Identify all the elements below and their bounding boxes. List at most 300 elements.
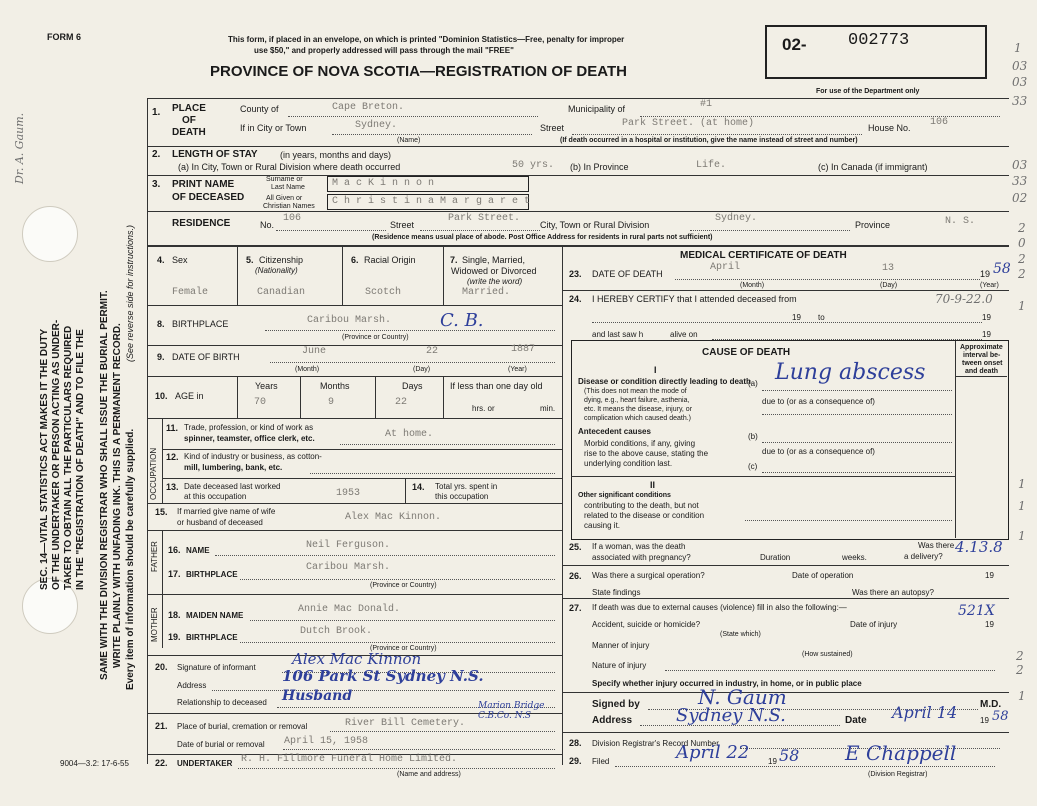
roman-two: II bbox=[650, 480, 656, 490]
md-label: M.D. bbox=[980, 699, 1002, 710]
burial-place-label: Place of burial, cremation or removal bbox=[177, 722, 308, 731]
q21-number: 21. bbox=[155, 721, 168, 731]
hrs-label: hrs. or bbox=[472, 404, 495, 413]
days-label: Days bbox=[402, 381, 423, 391]
state-which-caption: (State which) bbox=[720, 631, 761, 638]
burial-date-label: Date of burial or removal bbox=[177, 740, 265, 749]
q6-label: Racial Origin bbox=[364, 255, 416, 265]
undertaker-value: R. H. Fillmore Funeral Home Limited. bbox=[241, 754, 458, 765]
antecedent-line3: rise to the above cause, stating the bbox=[584, 449, 709, 458]
divider bbox=[147, 146, 1009, 147]
sidebar-line: OF THE UNDERTAKER OR PERSON ACTING AS UNDER- bbox=[51, 319, 62, 590]
certificate-date: April 14 bbox=[892, 703, 958, 722]
injury-19: 19 bbox=[985, 620, 994, 629]
registration-prefix: 02- bbox=[782, 35, 807, 54]
interval-label-3: tween onset bbox=[962, 360, 1003, 367]
min-label: min. bbox=[540, 404, 556, 413]
death-year: 58 bbox=[993, 261, 1011, 277]
age-years: 70 bbox=[254, 397, 267, 408]
hospital-note: (If death occurred in a hospital or institution, give the name instead of street and number) bbox=[560, 137, 858, 144]
burial-place-typed: River Bill Cemetery. bbox=[345, 718, 466, 729]
occupation-side-label: OCCUPATION bbox=[149, 447, 158, 500]
registrar-signature: E Chappell bbox=[845, 741, 957, 765]
racial-origin-value: Scotch bbox=[365, 287, 402, 298]
attended-19: 19 bbox=[792, 313, 801, 322]
spouse-value: Alex Mac Kinnon. bbox=[345, 512, 442, 523]
q9-label: DATE OF BIRTH bbox=[172, 352, 240, 362]
death-year-caption: (Year) bbox=[980, 282, 999, 289]
form-top-border bbox=[147, 98, 1009, 99]
mother-name: Annie Mac Donald. bbox=[298, 604, 401, 615]
q7-number: 7. bbox=[450, 255, 458, 265]
cause-c-label: (c) bbox=[748, 462, 758, 471]
operation-date-label: Date of operation bbox=[792, 571, 854, 580]
months-label: Months bbox=[320, 381, 350, 391]
q2a-label: (a) In City, Town or Rural Division where death occurred bbox=[178, 162, 401, 172]
surname-label: Surname or bbox=[266, 176, 303, 183]
antecedent-line4: underlying condition last. bbox=[584, 459, 673, 468]
divider bbox=[147, 211, 1009, 212]
cause-a-line bbox=[762, 390, 952, 391]
sidebar-line: WRITE PLAINLY WITH UNFADING INK. THIS IS A PERMANENT RECORD. bbox=[112, 323, 123, 668]
q13-line2: at this occupation bbox=[184, 492, 247, 501]
margin-code: 33 bbox=[1012, 94, 1028, 108]
q18-number: 18. bbox=[168, 610, 181, 620]
cause-a-value: Lung abscess bbox=[775, 360, 926, 385]
residence-street-label: Street bbox=[390, 220, 415, 230]
q13-line1: Date deceased last worked bbox=[184, 482, 281, 491]
margin-code: 1 bbox=[1018, 529, 1026, 543]
birthplace-caption: (Province or Country) bbox=[342, 334, 409, 341]
interval-label-1: Approximate bbox=[960, 344, 1003, 351]
street-value: Park Street. (at home) bbox=[622, 118, 755, 129]
q15-line2: or husband of deceased bbox=[177, 518, 263, 527]
dob-year: 1887 bbox=[511, 344, 536, 355]
disease-line5: complication which caused death.) bbox=[584, 415, 692, 422]
disease-line2: (This does not mean the mode of bbox=[584, 388, 687, 395]
father-bp-caption: (Province or Country) bbox=[370, 582, 437, 589]
last-saw-label: and last saw h bbox=[592, 330, 644, 339]
footer-code: 9004—3.2: 17-6-55 bbox=[60, 759, 129, 768]
q13-number: 13. bbox=[166, 482, 179, 492]
cause-a-label: (a) bbox=[748, 379, 758, 388]
nature-label: Nature of injury bbox=[592, 661, 647, 670]
q11-value: At home. bbox=[385, 429, 434, 440]
sidebar-line: TAKER TO OBTAIN ALL THE PARTICULARS REQUIRED bbox=[63, 325, 74, 590]
mother-birthplace: Dutch Brook. bbox=[300, 626, 373, 637]
residence-note: (Residence means usual place of abode. Post Office Address for residents in rural parts not sufficient) bbox=[372, 234, 713, 241]
father-name: Neil Ferguson. bbox=[306, 540, 391, 551]
occupation-side-divider bbox=[162, 418, 163, 503]
divider bbox=[147, 503, 562, 504]
registration-number: 002773 bbox=[848, 31, 910, 50]
attended-line bbox=[592, 322, 982, 323]
burial-date-line bbox=[283, 749, 555, 750]
q7-label1: Single, Married, bbox=[462, 255, 526, 265]
dob-day: 22 bbox=[426, 346, 439, 357]
other-line bbox=[745, 520, 952, 521]
margin-code: 2 bbox=[1018, 267, 1026, 281]
delivery-label2: a delivery? bbox=[904, 552, 943, 561]
age-days: 22 bbox=[395, 397, 408, 408]
q16-number: 16. bbox=[168, 545, 181, 555]
q12-number: 12. bbox=[166, 452, 179, 462]
age-months: 9 bbox=[328, 397, 335, 408]
margin-code: 2 bbox=[1016, 649, 1024, 663]
death-day-caption: (Day) bbox=[880, 282, 898, 289]
margin-code: 1 bbox=[1018, 477, 1026, 491]
less-day-label: If less than one day old bbox=[450, 381, 543, 391]
margin-code: 02 bbox=[1012, 191, 1028, 205]
q13-value: 1953 bbox=[336, 488, 361, 499]
q27-number: 27. bbox=[569, 603, 582, 613]
margin-code: 1 bbox=[1018, 689, 1026, 703]
house-label: House No. bbox=[868, 123, 911, 133]
q11-line bbox=[340, 444, 555, 445]
where-label: Specify whether injury occurred in industry, in home, or in public place bbox=[592, 679, 862, 688]
citizenship-value: Canadian bbox=[257, 287, 306, 298]
year-caption: (Year) bbox=[508, 366, 527, 373]
residence-street-line bbox=[420, 230, 540, 231]
q17-label: BIRTHPLACE bbox=[186, 570, 238, 579]
mother-side-label: MOTHER bbox=[150, 607, 159, 642]
divider bbox=[147, 418, 562, 419]
registrar-caption: (Division Registrar) bbox=[868, 771, 928, 778]
parent-side-divider bbox=[162, 530, 163, 648]
interval-column-divider bbox=[955, 341, 956, 538]
delivery-label1: Was there bbox=[918, 541, 955, 550]
margin-code: 33 bbox=[1012, 174, 1028, 188]
q11-number: 11. bbox=[166, 423, 179, 433]
q12-line1: Kind of industry or business, as cotton- bbox=[184, 452, 322, 461]
q11-line2: spinner, teamster, office clerk, etc. bbox=[184, 434, 315, 443]
father-bp-line bbox=[240, 579, 555, 580]
divider bbox=[562, 290, 1009, 291]
mail-notice-line2: use $50," and properly addressed will pass through the mail "FREE" bbox=[254, 46, 514, 55]
residence-no-value: 106 bbox=[283, 213, 302, 224]
residence-street-value: Park Street. bbox=[448, 213, 521, 224]
weeks-label: weeks. bbox=[842, 553, 867, 562]
q11-line1: Trade, profession, or kind of work as bbox=[184, 423, 314, 432]
q25-line2: associated with pregnancy? bbox=[592, 553, 691, 562]
burial-date: April 15, 1958 bbox=[284, 736, 369, 747]
signed-by-label: Signed by bbox=[592, 699, 640, 710]
q2-number: 2. bbox=[152, 149, 161, 160]
q2-label: LENGTH OF STAY bbox=[172, 149, 258, 160]
divider bbox=[162, 478, 562, 479]
q3-number: 3. bbox=[152, 179, 161, 190]
physician-address-label: Address bbox=[592, 715, 633, 726]
grid-line bbox=[342, 245, 343, 305]
surname-label2: Last Name bbox=[271, 184, 305, 191]
other-line1: Other significant conditions bbox=[578, 492, 671, 499]
margin-code: 0 bbox=[1018, 236, 1026, 250]
municipality-label: Municipality of bbox=[568, 104, 626, 114]
medical-title: MEDICAL CERTIFICATE OF DEATH bbox=[680, 250, 847, 261]
divider bbox=[147, 345, 562, 346]
death-date-line bbox=[675, 279, 980, 280]
grid-line bbox=[237, 245, 238, 305]
marital-value: Married. bbox=[462, 287, 511, 298]
panel-divider bbox=[562, 245, 563, 765]
given-label: All Given or bbox=[266, 195, 303, 202]
month-caption: (Month) bbox=[295, 366, 320, 373]
margin-code: 1 bbox=[1018, 299, 1026, 313]
grid-line bbox=[300, 376, 301, 418]
informant-signature: Alex Mac Kinnon bbox=[292, 650, 422, 668]
q26-number: 26. bbox=[569, 571, 582, 581]
father-birthplace: Caribou Marsh. bbox=[306, 562, 391, 573]
given-value: C h r i s t i n a M a r g a r e t bbox=[332, 196, 531, 207]
undertaker-label: UNDERTAKER bbox=[177, 759, 233, 768]
informant-address-label: Address bbox=[177, 681, 207, 690]
q15-line1: If married give name of wife bbox=[177, 507, 276, 516]
dob-month: June bbox=[302, 346, 327, 357]
attended-to: to bbox=[818, 313, 825, 322]
antecedent-line2: Morbid conditions, if any, giving bbox=[584, 439, 696, 448]
residence-province-value: N. S. bbox=[945, 216, 976, 227]
q2a-value: 50 yrs. bbox=[512, 160, 555, 171]
other-line4: causing it. bbox=[584, 521, 621, 530]
father-side-label: FATHER bbox=[150, 541, 159, 572]
certificate-date-19: 19 bbox=[980, 716, 989, 725]
q2-sub: (in years, months and days) bbox=[280, 150, 392, 160]
q5-number: 5. bbox=[246, 255, 254, 265]
alive-on-label: alive on bbox=[670, 330, 698, 339]
margin-code: 03 bbox=[1012, 59, 1028, 73]
q10-label: AGE in bbox=[175, 391, 204, 401]
street-label: Street bbox=[540, 123, 565, 133]
day-caption: (Day) bbox=[413, 366, 431, 373]
undertaker-line bbox=[238, 768, 555, 769]
q12-line bbox=[310, 473, 555, 474]
how-caption: (How sustained) bbox=[802, 651, 853, 658]
q25-number: 25. bbox=[569, 542, 582, 552]
nature-line bbox=[665, 670, 995, 671]
residence-no-label: No. bbox=[260, 220, 275, 230]
divider bbox=[162, 449, 562, 450]
grid-line bbox=[375, 376, 376, 418]
department-use-note: For use of the Department only bbox=[816, 88, 920, 95]
q6-number: 6. bbox=[351, 255, 359, 265]
disease-line3: dying, e.g., heart failure, asthenia, bbox=[584, 397, 690, 404]
death-month: April bbox=[710, 262, 741, 273]
filed-date: April 22 bbox=[676, 742, 750, 763]
given-label2: Christian Names bbox=[263, 203, 315, 210]
divider bbox=[571, 476, 955, 477]
q3-label1: PRINT NAME bbox=[172, 179, 235, 190]
city-line bbox=[332, 134, 532, 135]
q27-label: If death was due to external causes (violence) fill in also the following:— bbox=[592, 603, 847, 612]
q28-number: 28. bbox=[569, 738, 582, 748]
residence-province-label: Province bbox=[855, 220, 891, 230]
mother-bp-caption: (Province or Country) bbox=[370, 645, 437, 652]
q12-line2: mill, lumbering, bank, etc. bbox=[184, 463, 283, 472]
due-to-2: due to (or as a consequence of) bbox=[762, 447, 875, 456]
autopsy-label: Was there an autopsy? bbox=[852, 588, 934, 597]
due-to-1: due to (or as a consequence of) bbox=[762, 397, 875, 406]
residence-label: RESIDENCE bbox=[172, 218, 231, 229]
form-left-border bbox=[147, 98, 148, 764]
birthplace-typed: Caribou Marsh. bbox=[307, 315, 392, 326]
manner-label: Manner of injury bbox=[592, 641, 650, 650]
q19-label: BIRTHPLACE bbox=[186, 633, 238, 642]
grid-line bbox=[405, 478, 406, 503]
q20-number: 20. bbox=[155, 662, 168, 672]
q28-label: Division Registrar's Record Number bbox=[592, 739, 719, 748]
residence-city-label: City, Town or Rural Division bbox=[540, 220, 650, 230]
findings-label: State findings bbox=[592, 588, 641, 597]
margin-code: 2 bbox=[1018, 221, 1026, 235]
margin-code: 2 bbox=[1018, 252, 1026, 266]
filed-line bbox=[615, 766, 995, 767]
grid-line bbox=[237, 376, 238, 418]
county-line bbox=[288, 116, 538, 117]
q9-number: 9. bbox=[157, 352, 165, 362]
informant-address-line bbox=[212, 690, 555, 691]
q10-number: 10. bbox=[155, 391, 168, 401]
mother-name-line bbox=[250, 620, 555, 621]
form-number: FORM 6 bbox=[47, 32, 82, 42]
q7-sub: (write the word) bbox=[467, 277, 523, 286]
county-value: Cape Breton. bbox=[332, 102, 405, 113]
death-year-print: 19 bbox=[980, 269, 991, 279]
divider bbox=[562, 565, 1009, 566]
due-line-1 bbox=[762, 414, 952, 415]
roman-one: I bbox=[654, 365, 657, 375]
cause-c-line bbox=[762, 472, 952, 473]
city-name-caption: (Name) bbox=[397, 137, 421, 144]
divider bbox=[147, 245, 1009, 247]
residence-city-value: Sydney. bbox=[715, 213, 758, 224]
burial-place-line bbox=[330, 731, 555, 732]
disease-line1: Disease or condition directly leading to death bbox=[578, 377, 751, 386]
alive-19: 19 bbox=[982, 330, 991, 339]
q16-label: NAME bbox=[186, 546, 210, 555]
divider bbox=[562, 732, 1009, 733]
filed-year: 58 bbox=[779, 746, 800, 765]
undertaker-caption: (Name and address) bbox=[397, 771, 461, 778]
interval-label-2: interval be- bbox=[963, 352, 1001, 359]
q14-number: 14. bbox=[412, 482, 425, 492]
q17-number: 17. bbox=[168, 569, 181, 579]
grid-line bbox=[443, 245, 444, 305]
operation-19: 19 bbox=[985, 571, 994, 580]
municipality-value: #1 bbox=[700, 99, 713, 110]
mother-bp-line bbox=[240, 642, 555, 643]
q14-line1: Total yrs. spent in bbox=[435, 482, 498, 491]
q27-handwritten: 521X bbox=[958, 603, 995, 619]
sidebar-line: SAME WITH THE DIVISION REGISTRAR WHO SHALL ISSUE THE BURIAL PERMIT. bbox=[99, 290, 110, 680]
pencil-margin-note: Dr. A. Gaum. bbox=[13, 112, 26, 184]
city-label: If in City or Town bbox=[240, 123, 307, 133]
disease-line4: etc. It means the disease, injury, or bbox=[584, 406, 693, 413]
divider bbox=[147, 594, 562, 595]
q2b-label: (b) In Province bbox=[570, 162, 629, 172]
other-line2: contributing to the death, but not bbox=[584, 501, 699, 510]
punch-hole-top bbox=[22, 206, 78, 262]
q8-label: BIRTHPLACE bbox=[172, 319, 229, 329]
informant-sig-label: Signature of informant bbox=[177, 663, 256, 672]
q25-line1: If a woman, was the death bbox=[592, 542, 686, 551]
birthplace-handwritten: C. B. bbox=[440, 310, 484, 331]
street-line bbox=[572, 134, 862, 135]
q1-label-place: PLACE bbox=[172, 103, 206, 114]
margin-code: 1 bbox=[1014, 41, 1022, 55]
informant-relationship: Husband bbox=[282, 688, 353, 704]
divider bbox=[147, 305, 562, 306]
q5-sub: (Nationality) bbox=[255, 266, 298, 275]
q1-label-death: DEATH bbox=[172, 127, 206, 138]
q3-label2: OF DECEASED bbox=[172, 192, 245, 203]
informant-address: 106 Park St Sydney N.S. bbox=[282, 667, 484, 685]
sidebar-line: (See reverse side for instructions.) bbox=[125, 224, 135, 362]
q19-number: 19. bbox=[168, 632, 181, 642]
sidebar-line: IN THE "REGISTRATION OF DEATH" AND TO FILE THE bbox=[75, 329, 86, 590]
q14-line2: this occupation bbox=[435, 492, 489, 501]
q5-label: Citizenship bbox=[259, 255, 304, 265]
residence-no-line bbox=[276, 230, 386, 231]
q7-label2: Widowed or Divorced bbox=[451, 266, 537, 276]
sidebar-line: Every item of information should be carefully supplied. bbox=[125, 428, 136, 690]
certificate-date-year: 58 bbox=[992, 709, 1009, 724]
q4-label: Sex bbox=[172, 255, 188, 265]
q25-handwritten: 4.13.8 bbox=[955, 538, 1003, 556]
q29-number: 29. bbox=[569, 756, 582, 766]
accident-label: Accident, suicide or homicide? bbox=[592, 620, 701, 629]
q29-label: Filed bbox=[592, 757, 610, 766]
page-title: PROVINCE OF NOVA SCOTIA—REGISTRATION OF DEATH bbox=[210, 63, 627, 80]
q24-label: I HEREBY CERTIFY that I attended deceased from bbox=[592, 294, 797, 304]
q23-number: 23. bbox=[569, 269, 582, 279]
dob-line bbox=[270, 362, 555, 363]
q2b-value: Life. bbox=[696, 160, 727, 171]
q15-number: 15. bbox=[155, 507, 168, 517]
margin-code: 1 bbox=[1018, 499, 1026, 513]
death-day: 13 bbox=[882, 263, 895, 274]
physician-signature: N. Gaum bbox=[698, 685, 787, 709]
cause-b-label: (b) bbox=[748, 432, 758, 441]
q26-label: Was there a surgical operation? bbox=[592, 571, 705, 580]
residence-city-line bbox=[690, 230, 850, 231]
mail-notice-line1: This form, if placed in an envelope, on which is printed "Dominion Statistics—Free, penalty for improper bbox=[228, 35, 625, 44]
q24-pencil-note: 70-9-22.0 bbox=[935, 292, 993, 306]
informant-relationship-label: Relationship to deceased bbox=[177, 698, 267, 707]
filed-19: 19 bbox=[768, 757, 777, 766]
sidebar-line: SEC. 14—VITAL STATISTICS ACT MAKES IT THE DUTY bbox=[39, 328, 50, 590]
county-label: County of bbox=[240, 104, 279, 114]
death-month-caption: (Month) bbox=[740, 282, 765, 289]
certificate-date-label: Date bbox=[845, 715, 867, 726]
margin-code: 03 bbox=[1012, 75, 1028, 89]
interval-label-4: and death bbox=[965, 368, 999, 375]
house-value: 106 bbox=[930, 117, 949, 128]
q18-label: MAIDEN NAME bbox=[186, 611, 244, 620]
interval-header-line bbox=[955, 376, 1007, 377]
q23-label: DATE OF DEATH bbox=[592, 269, 663, 279]
divider bbox=[147, 530, 562, 531]
margin-code: 03 bbox=[1012, 158, 1028, 172]
divider bbox=[147, 376, 562, 377]
sex-value: Female bbox=[172, 287, 209, 298]
attended-19b: 19 bbox=[982, 313, 991, 322]
q1-label-of: OF bbox=[182, 115, 196, 126]
margin-code: 2 bbox=[1016, 663, 1024, 677]
city-value: Sydney. bbox=[355, 120, 398, 131]
divider bbox=[562, 598, 1009, 599]
father-name-line bbox=[215, 555, 555, 556]
burial-place-handwritten: Marion Bridge C.B.Co. N.S bbox=[478, 701, 545, 721]
